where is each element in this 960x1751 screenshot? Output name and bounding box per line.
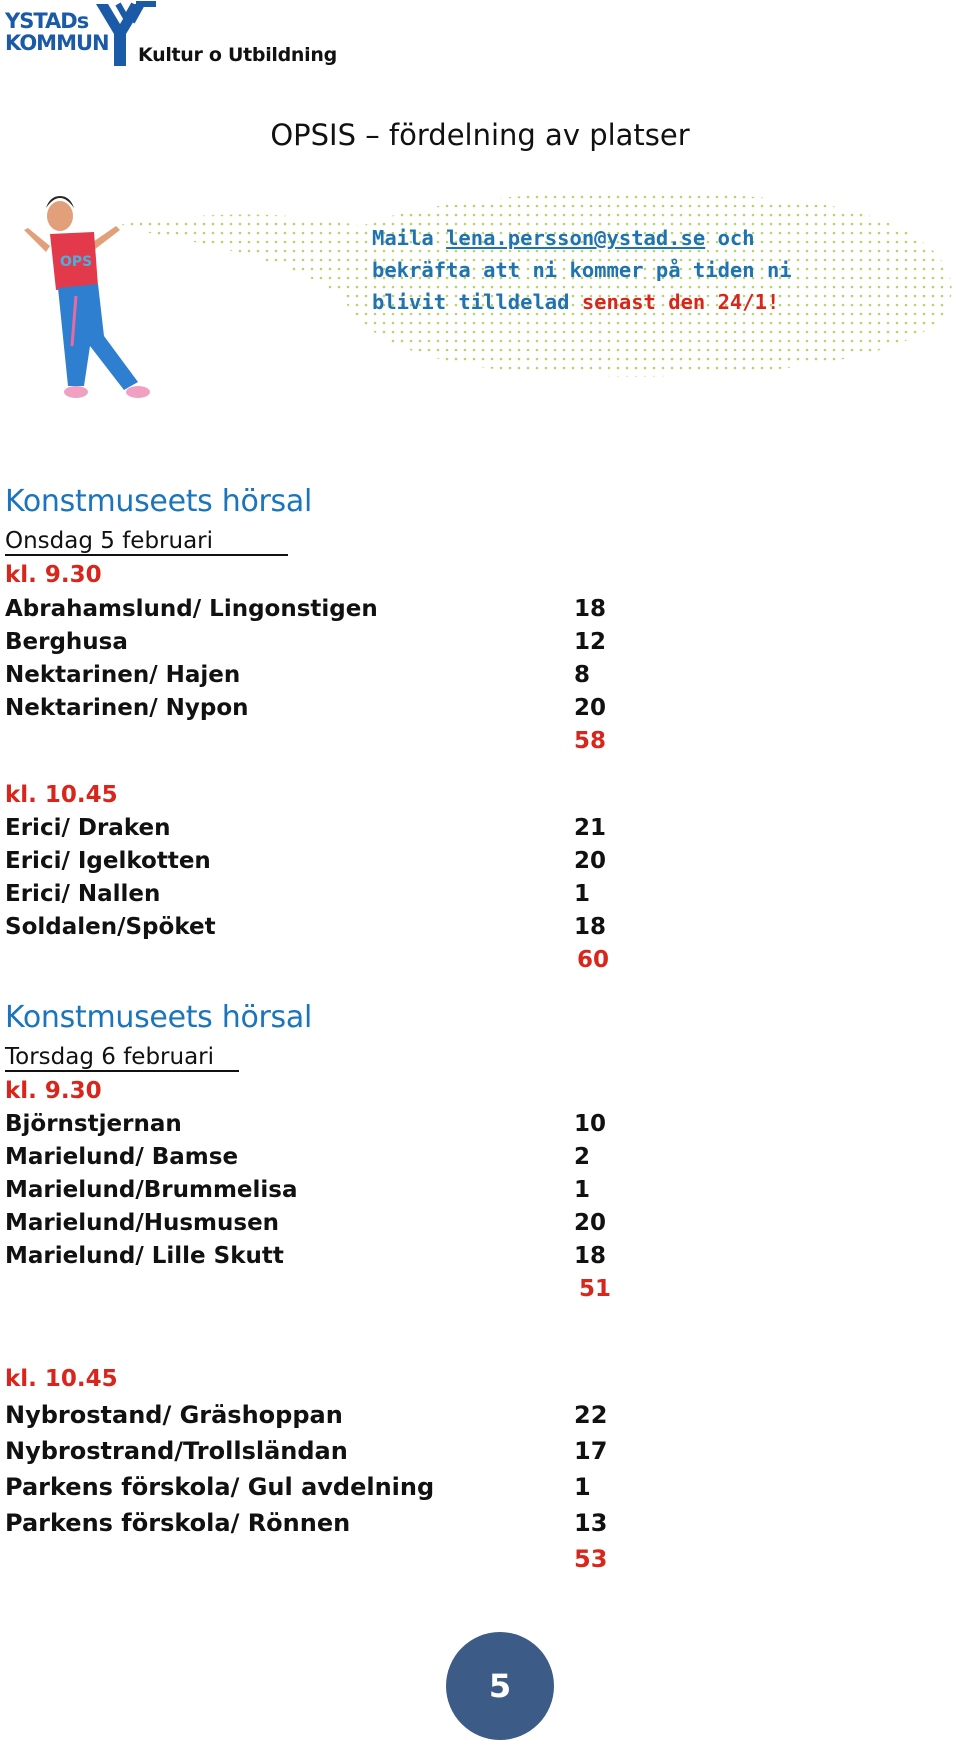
time-slot: kl. 9.30 [5,1078,102,1104]
group-count: 1 [574,1177,591,1203]
slot-total: 58 [574,728,607,754]
group-name: Nektarinen/ Hajen [5,662,241,688]
instruction-prefix: Maila [372,226,447,250]
group-name: Parkens förskola/ Gul avdelning [5,1473,435,1501]
logo-line-2: KOMMUN [5,31,109,55]
group-count: 21 [574,815,607,841]
group-count: 1 [574,881,591,907]
venue-title: Konstmuseets hörsal [5,1000,313,1035]
group-name: Nybrostrand/Trollsländan [5,1437,348,1465]
contact-email-link[interactable]: lena.persson@ystad.se [446,226,706,250]
group-count: 22 [574,1401,608,1429]
venue-title: Konstmuseets hörsal [5,484,313,519]
slot-total: 53 [574,1545,608,1573]
group-name: Nektarinen/ Nypon [5,695,249,721]
group-count: 13 [574,1509,608,1537]
time-slot: kl. 10.45 [5,1366,118,1392]
page-number-badge: 5 [446,1632,554,1740]
group-count: 18 [574,596,607,622]
group-count: 20 [574,695,607,721]
group-name: Björnstjernan [5,1111,182,1137]
group-count: 1 [574,1473,591,1501]
group-name: Marielund/ Lille Skutt [5,1243,284,1269]
group-name: Berghusa [5,629,128,655]
group-name: Parkens förskola/ Rönnen [5,1509,351,1537]
time-slot: kl. 10.45 [5,782,118,808]
group-name: Marielund/ Bamse [5,1144,239,1170]
logo-line-1: YSTADs [5,9,89,33]
group-name: Marielund/Brummelisa [5,1177,298,1203]
group-count: 18 [574,1243,607,1269]
group-name: Erici/ Igelkotten [5,848,211,874]
instruction-line-2: bekräfta att ni kommer på tiden ni [372,258,792,282]
performer-illustration [20,186,180,436]
deadline-exclamation: ! [766,290,780,314]
document-title: OPSIS – fördelning av platser [270,118,690,152]
reply-instruction [372,222,892,318]
slot-total: 60 [577,947,610,973]
group-count: 8 [574,662,591,688]
group-count: 10 [574,1111,607,1137]
group-count: 20 [574,1210,607,1236]
deadline-text: senast den 24/1 [581,290,767,314]
instruction-prefix-3: blivit tilldelad [372,290,582,314]
group-count: 20 [574,848,607,874]
group-name: Erici/ Nallen [5,881,161,907]
group-count: 18 [574,914,607,940]
group-count: 2 [574,1144,591,1170]
group-name: Marielund/Husmusen [5,1210,280,1236]
group-name: Erici/ Draken [5,815,171,841]
svg-text:OPS: OPS [60,254,93,270]
group-count: 17 [574,1437,608,1465]
event-date: Torsdag 6 februari [5,1044,239,1072]
group-count: 12 [574,629,607,655]
slot-total: 51 [579,1276,612,1302]
instruction-suffix: och [705,226,755,250]
group-name: Abrahamslund/ Lingonstigen [5,596,378,622]
group-name: Nybrostand/ Gräshoppan [5,1401,343,1429]
instruction-line-1 [372,222,892,254]
group-name: Soldalen/Spöket [5,914,216,940]
instruction-line-3 [372,286,892,318]
department-name: Kultur o Utbildning [138,44,337,66]
event-date: Onsdag 5 februari [5,528,288,556]
time-slot: kl. 9.30 [5,562,102,588]
